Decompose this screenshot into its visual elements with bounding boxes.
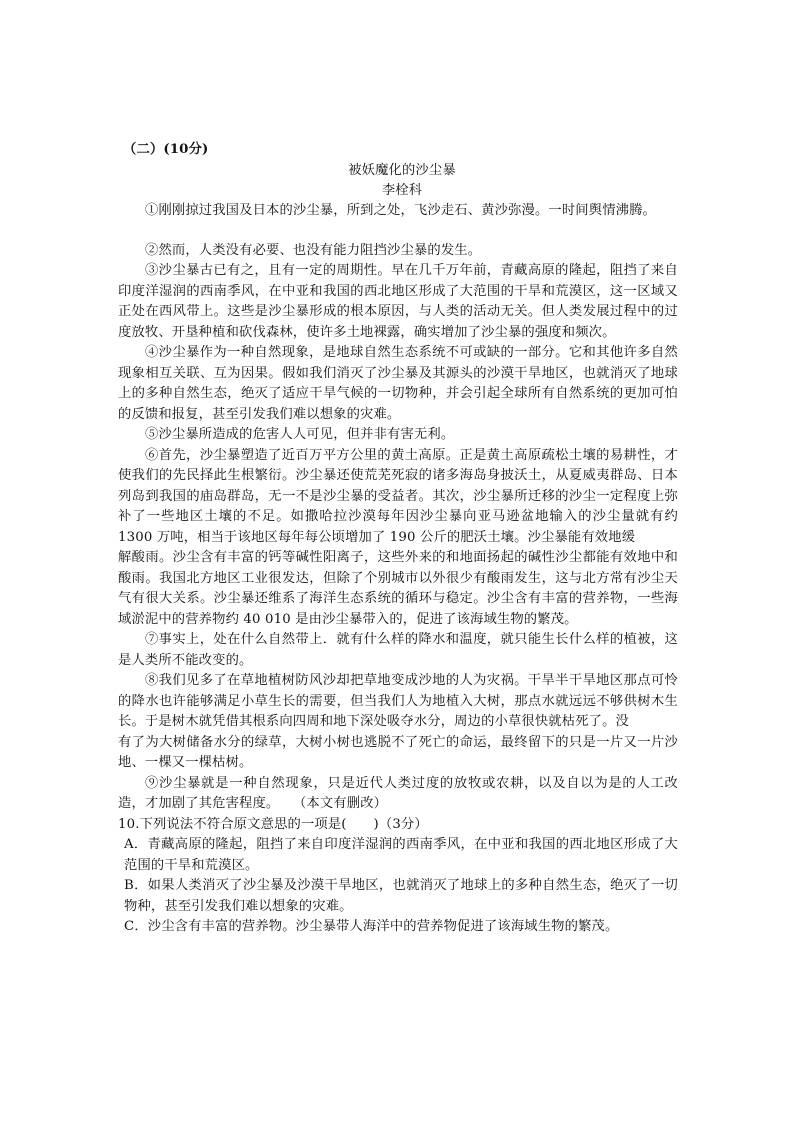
article-author: 李栓科 (381, 183, 423, 198)
paragraph-7: ⑦事实上，处在什么自然带上．就有什么样的降水和温度，就只能生长什么样的植被，这是人类所不能改变的。 (118, 632, 678, 668)
paragraph-5: ⑤沙尘暴所造成的危害人人可见，但并非有害无利。 (145, 427, 455, 442)
paragraph-gap (118, 222, 678, 241)
paragraph-4: ④沙尘暴作为一种自然现象，是地球自然生态系统不可或缺的一部分。它和其他许多自然现象相互关联、互为因果。假如我们消灭了沙尘暴及其源头的沙漠干旱地区，也就消灭了地球上的多种自然生态，绝灭了适应干旱气候的一切物种，并会引起全球所有自然系统的更加可怕的反馈和报复，甚至引发我们难以想象的灾难。 (118, 345, 678, 422)
section-heading: （二）(10分) (123, 142, 209, 157)
option-a: A．青藏高原的隆起，阻挡了来自印度洋湿润的西南季风，在中亚和我国的西北地区形成了大范围的干旱和荒漠区。 (124, 837, 678, 873)
article-title: 被妖魔化的沙尘暴 (348, 163, 456, 178)
paragraph-1: ①刚刚掠过我国及日本的沙尘暴，所到之处，飞沙走石、黄沙弥漫。一时间舆情沸腾。 (145, 203, 656, 218)
paragraph-8: ⑧我们见多了在草地植树防风沙却把草地变成沙地的人为灾祸。干旱半干旱地区那点可怜的降水也许能够满足小草生长的需要，但当我们人为地植入大树，那点水就远远不够供树木生长。于是树木就凭借其根系向四周和地下深处吸夺水分，周边的小草很快就枯死了。没 (118, 673, 678, 729)
option-c: C．沙尘含有丰富的营养物。沙尘暴带人海洋中的营养物促进了该海域生物的繁茂。 (124, 919, 619, 934)
paragraph-9: ⑨沙尘暴就是一种自然现象，只是近代人类过度的放牧或农耕，以及自以为是的人工改造，才加剧了其危害程度。 （本文有删改） (118, 775, 678, 811)
paragraph-8-continued: 有了为大树储备水分的绿草，大树小树也逃脱不了死亡的命运，最终留下的只是一片又一片沙地、一棵又一棵枯树。 (118, 734, 678, 770)
option-b: B．如果人类消灭了沙尘暴及沙漠干旱地区，也就消灭了地球上的多种自然生态，绝灭了一切物种，甚至引发我们难以想象的灾难。 (124, 878, 678, 914)
paragraph-3: ③沙尘暴古已有之，且有一定的周期性。早在几千万年前，青藏高原的隆起，阻挡了来自印度洋湿润的西南季风，在中亚和我国的西北地区形成了大范围的干旱和荒漠区，这一区域又正处在西风带上。这些是沙尘暴形成的根本原因，与人类的活动无关。但人类发展过程中的过度放牧、开垦种植和砍伐森林，使许多土地裸露，确实增加了沙尘暴的强度和频次。 (118, 263, 678, 340)
paragraph-2: ②然而，人类没有必要、也没有能力阻挡沙尘暴的发生。 (145, 242, 482, 258)
question-stem: 10.下列说法不符合原文意思的一项是( )（3分） (118, 816, 428, 832)
document-page (118, 140, 678, 938)
paragraph-6: ⑥首先，沙尘暴塑造了近百万平方公里的黄土高原。正是黄土高原疏松土壤的易耕性，才使我们的先民择此生根繁衍。沙尘暴还使荒芜死寂的诸多海岛身披沃土，从夏威夷群岛、日本列岛到我国的庙岛群岛，无一不是沙尘暴的受益者。其次，沙尘暴所迁移的沙尘一定程度上弥补了一些地区土壤的不足。如撒哈拉沙漠每年因沙尘暴向亚马逊盆地输入的沙尘量就有约 1300 万吨，相当于该地区每年每公顷增加了 190 公斤的肥沃土壤。沙尘暴能有效地缓 (118, 447, 678, 545)
paragraph-6-continued: 解酸雨。沙尘含有丰富的钙等碱性阳离子，这些外来的和地面扬起的碱性沙尘都能有效地中和酸雨。我国北方地区工业很发达，但除了个别城市以外很少有酸雨发生，这与北方常有沙尘天气有很大关系。沙尘暴还维系了海洋生态系统的循环与稳定。沙尘含有丰富的营养物，一些海域淤泥中的营养物约 40 010 是由沙尘暴带入的，促进了该海域生物的繁茂。 (118, 550, 678, 627)
